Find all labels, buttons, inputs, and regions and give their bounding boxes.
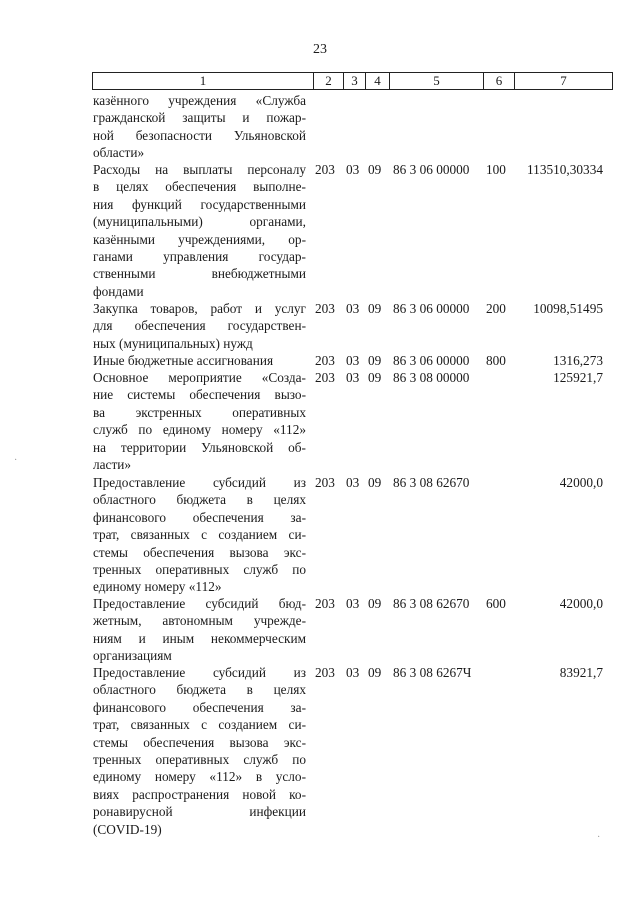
cell-code: 203: [315, 353, 335, 368]
cell-amount: 1316,273: [553, 353, 603, 368]
description-line: ва экстренных оперативных: [93, 404, 306, 420]
cell-amount: 83921,7: [559, 665, 603, 680]
cell-target-article: 86 3 08 62670: [393, 596, 470, 611]
description-line: ния функций государственными: [93, 196, 306, 212]
cell-section: 03: [346, 475, 360, 490]
cell-amount: 113510,30334: [527, 162, 603, 177]
description-line: тренных оперативных служб по: [93, 562, 306, 578]
cell-code: 203: [315, 596, 335, 611]
cell-target-article: 86 3 06 00000: [393, 162, 470, 177]
cell-target-article: 86 3 08 62670: [393, 475, 470, 490]
description-line: для обеспечения государствен-: [93, 318, 306, 334]
header-col-1: 1: [93, 73, 314, 90]
description-line: организациям: [93, 648, 172, 664]
description-line: ной безопасности Ульяновской: [93, 127, 306, 143]
description-line: области»: [93, 145, 145, 161]
row-description: [93, 352, 306, 369]
cell-target-article: 86 3 08 00000: [393, 370, 470, 385]
cell-section: 03: [346, 301, 360, 316]
row-description: [93, 161, 306, 300]
description-line: Расходы на выплаты персоналу: [93, 162, 306, 177]
row-description: [93, 595, 306, 665]
cell-section: 03: [346, 353, 360, 368]
cell-code: 203: [315, 370, 335, 385]
description-line: Предоставление субсидий бюд-: [93, 596, 306, 611]
description-line: жетным, автономным учрежде-: [93, 613, 306, 629]
row-description: [93, 474, 306, 596]
description-line: (COVID-19): [93, 821, 162, 837]
header-col-2: 2: [314, 73, 344, 90]
header-col-5: 5: [390, 73, 484, 90]
cell-section: 03: [346, 665, 360, 680]
description-line: казёнными учреждениями, ор-: [93, 231, 306, 247]
description-line: финансового обеспечения за-: [93, 699, 306, 715]
description-line: трат, связанных с созданием си-: [93, 527, 306, 543]
description-line: областного бюджета в целях: [93, 682, 306, 698]
cell-section: 03: [346, 370, 360, 385]
description-line: Закупка товаров, работ и услуг: [93, 301, 306, 316]
cell-amount: 10098,51495: [533, 301, 603, 316]
cell-amount: 42000,0: [559, 475, 603, 490]
cell-expense-type: 600: [486, 596, 506, 611]
description-line: единому номеру «112» в усло-: [93, 769, 306, 785]
description-line: казённого учреждения «Служба: [93, 93, 306, 108]
description-line: Иные бюджетные ассигнования: [93, 353, 274, 368]
description-line: Предоставление субсидий из: [93, 475, 306, 490]
cell-section: 03: [346, 162, 360, 177]
cell-code: 203: [315, 475, 335, 490]
page-number: 23: [313, 42, 327, 57]
cell-expense-type: 200: [486, 301, 506, 316]
description-line: ниям и иным некоммерческим: [93, 630, 306, 646]
scan-mark: ·: [14, 455, 18, 466]
row-description: [93, 92, 306, 162]
description-line: гражданской защиты и пожар-: [93, 110, 306, 126]
header-col-3: 3: [344, 73, 366, 90]
description-line: стемы обеспечения вызова экс-: [93, 544, 306, 560]
row-description: [93, 300, 306, 352]
header-col-6: 6: [484, 73, 515, 90]
description-line: фондами: [93, 283, 144, 299]
cell-subsection: 09: [368, 475, 382, 490]
description-line: (муниципальными) органами,: [93, 214, 306, 230]
description-line: на территории Ульяновской об-: [93, 439, 306, 455]
description-line: областного бюджета в целях: [93, 492, 306, 508]
cell-subsection: 09: [368, 353, 382, 368]
cell-expense-type: 100: [486, 162, 506, 177]
row-description: [93, 664, 306, 838]
description-line: ных (муниципальных) нужд: [93, 335, 253, 351]
description-line: в целях обеспечения выполне-: [93, 179, 306, 195]
scan-mark: ·: [597, 832, 601, 843]
cell-code: 203: [315, 301, 335, 316]
description-line: ние системы обеспечения вызо-: [93, 387, 306, 403]
cell-subsection: 09: [368, 301, 382, 316]
table-header: [92, 72, 613, 90]
header-col-4: 4: [366, 73, 390, 90]
description-line: единому номеру «112»: [93, 579, 222, 595]
cell-subsection: 09: [368, 162, 382, 177]
description-line: стемы обеспечения вызова экс-: [93, 734, 306, 750]
description-line: ственными внебюджетными: [93, 266, 306, 282]
cell-subsection: 09: [368, 370, 382, 385]
description-line: виях распространения новой ко-: [93, 786, 306, 802]
description-line: ганами управления государ-: [93, 249, 306, 265]
header-col-7: 7: [515, 73, 613, 90]
cell-code: 203: [315, 665, 335, 680]
cell-target-article: 86 3 08 6267Ч: [393, 665, 472, 680]
cell-target-article: 86 3 06 00000: [393, 301, 470, 316]
description-line: Основное мероприятие «Созда-: [93, 370, 306, 385]
cell-amount: 125921,7: [553, 370, 603, 385]
description-line: ронавирусной инфекции: [93, 804, 306, 820]
cell-subsection: 09: [368, 665, 382, 680]
description-line: Предоставление субсидий из: [93, 665, 306, 680]
cell-section: 03: [346, 596, 360, 611]
cell-subsection: 09: [368, 596, 382, 611]
description-line: трат, связанных с созданием си-: [93, 717, 306, 733]
description-line: финансового обеспечения за-: [93, 509, 306, 525]
cell-amount: 42000,0: [559, 596, 603, 611]
cell-code: 203: [315, 162, 335, 177]
cell-target-article: 86 3 06 00000: [393, 353, 470, 368]
description-line: ласти»: [93, 457, 132, 473]
row-description: [93, 369, 306, 473]
cell-expense-type: 800: [486, 353, 506, 368]
description-line: служб по единому номеру «112»: [93, 422, 306, 438]
description-line: тренных оперативных служб по: [93, 752, 306, 768]
